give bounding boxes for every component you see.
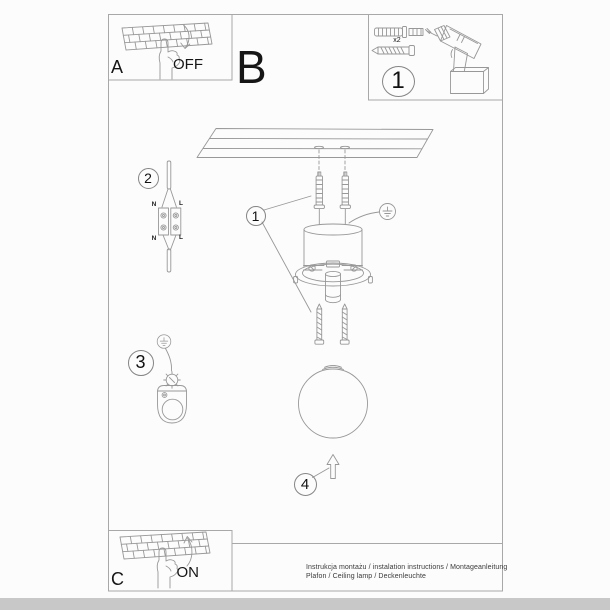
anchor-qty-label: x2 [393,37,401,44]
ground-wire-detail [157,335,186,423]
wall-anchor-icon [375,27,424,38]
power-cable-connector [159,161,181,272]
screw-icon [372,46,415,56]
lamp-body [294,209,373,303]
ceiling-plane [197,129,433,176]
callout-mount-1: 1 [246,206,266,226]
on-label: ON [176,564,199,581]
wire-label-l-top: L [179,200,183,207]
mounting-screw-icon [315,304,324,344]
step-a-label: A [111,56,124,77]
callout-parts-1: 1 [382,66,415,97]
mounting-anchor-icon [314,172,324,209]
arrow-up-icon [327,455,339,479]
ground-wire-line [349,212,379,223]
footer-product-line: Plafon / Ceiling lamp / Deckenleuchte [306,573,427,580]
callout-ground-3: 3 [128,350,154,376]
wire-label-n-top: N [151,201,157,208]
footer-title-line: Instrukcja montażu / instalation instructions / Montageanleitung [306,563,508,571]
step-b-label: B [236,41,267,93]
scan-edge-strip [0,598,610,610]
glass-shade [299,365,368,438]
callout-wiring-2: 2 [138,168,159,189]
wire-label-n-bottom: N [151,235,157,242]
drill-icon [426,26,489,94]
mounting-screw-icon [340,304,349,344]
callout-shade-4: 4 [294,473,317,496]
step-c-label: C [111,569,124,589]
wire-label-l-bottom: L [179,234,183,241]
arrow-curve-down-icon [181,25,190,49]
lamp-socket [326,271,341,302]
off-label: OFF [173,56,203,73]
mounting-anchor-icon [340,172,350,209]
ground-symbol-icon [380,204,396,220]
